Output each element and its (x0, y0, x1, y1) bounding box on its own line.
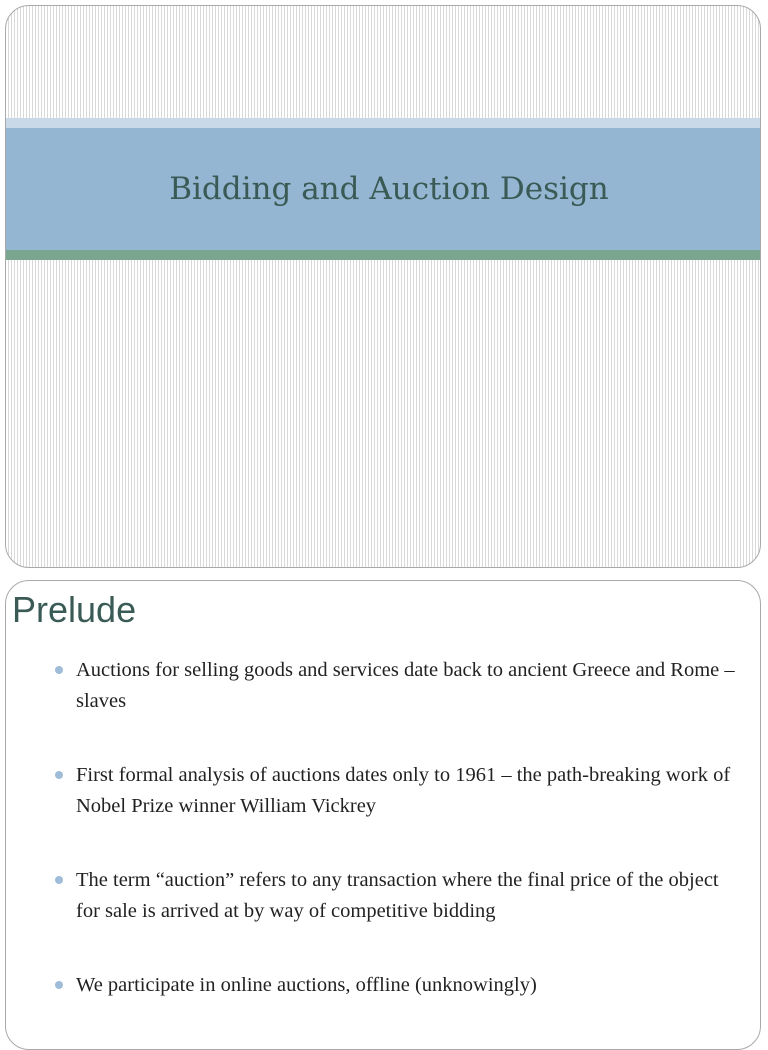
bullet-item (54, 865, 744, 927)
bullet-dot-icon (55, 666, 63, 674)
title-band (6, 128, 760, 250)
bullet-text: The term “auction” refers to any transaction where the final price of the object for sale is arrived at by way of competitive bidding (76, 869, 719, 922)
bullet-item (54, 970, 744, 1001)
bullet-text: First formal analysis of auctions dates only to 1961 – the path-breaking work of Nobel Prize winner William Vickrey (76, 764, 731, 817)
bullet-text: Auctions for selling goods and services date back to ancient Greece and Rome – slaves (76, 659, 735, 712)
title-band-top-stripe (6, 118, 760, 128)
title-band-bottom-stripe (6, 250, 760, 260)
slide-title: Bidding and Auction Design (169, 171, 609, 207)
title-slide (5, 5, 761, 568)
bullet-dot-icon (55, 876, 63, 884)
bullet-dot-icon (55, 981, 63, 989)
bullet-dot-icon (55, 771, 63, 779)
bullet-item (54, 760, 744, 822)
bullet-item (54, 655, 744, 717)
bullet-list (54, 655, 744, 1044)
bullet-text: We participate in online auctions, offline (unknowingly) (76, 974, 537, 996)
content-slide (5, 580, 761, 1050)
slide-heading: Prelude (12, 589, 137, 630)
